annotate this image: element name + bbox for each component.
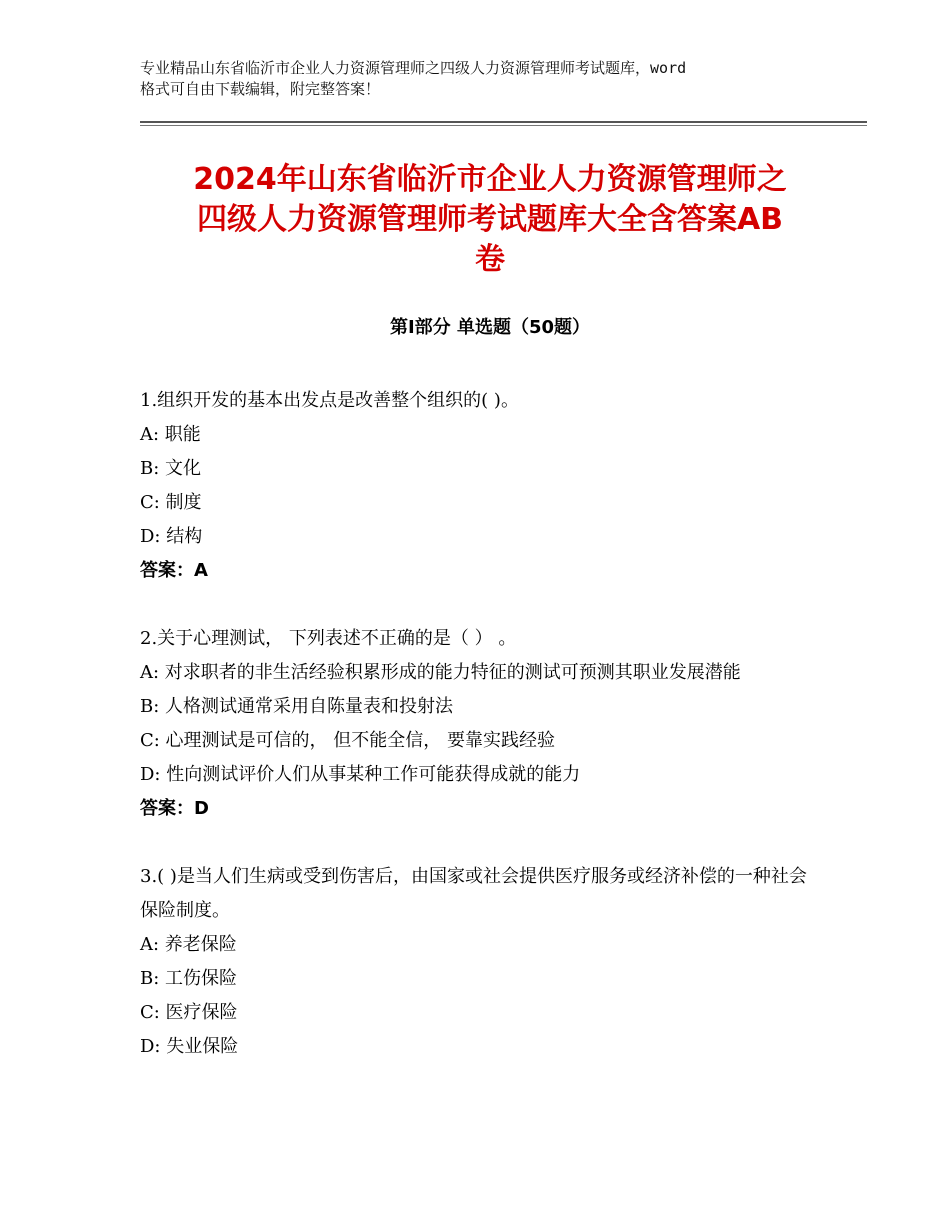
question-stem: 1.组织开发的基本出发点是改善整个组织的( )。 [140,390,519,411]
header-divider-thick [140,121,867,123]
option-c: C: 医疗保险 [140,1002,238,1023]
option-b: B: 工伤保险 [140,968,238,989]
option-d: D: 失业保险 [140,1036,239,1057]
document-title-line-1: 2024年山东省临沂市企业人力资源管理师之 [193,162,787,197]
document-title-line-3: 卷 [475,242,505,277]
document-title-line-2: 四级人力资源管理师考试题库大全含答案AB [196,202,784,237]
option-b: B: 文化 [140,458,202,479]
question-1 [140,384,810,588]
answer: 答案：D [140,798,209,819]
question-stem: 2.关于心理测试， 下列表述不正确的是（ ） 。 [140,628,517,649]
option-a: A: 职能 [140,424,201,445]
header-note-line-1: 专业精品山东省临沂市企业人力资源管理师之四级人力资源管理师考试题库，word [140,59,687,77]
option-c: C: 制度 [140,492,202,513]
option-a: A: 对求职者的非生活经验积累形成的能力特征的测试可预测其职业发展潜能 [140,662,741,683]
option-c: C: 心理测试是可信的， 但不能全信， 要靠实践经验 [140,730,555,751]
header-divider-thin [140,125,867,126]
header-note-line-2: 格式可自由下载编辑，附完整答案！ [140,80,381,98]
question-3 [140,860,810,1064]
question-2 [140,622,810,826]
answer: 答案：A [140,560,208,581]
section-heading: 第Ⅰ部分 单选题（50题） [389,317,590,338]
document-title [140,160,840,280]
option-d: D: 结构 [140,526,203,547]
option-d: D: 性向测试评价人们从事某种工作可能获得成就的能力 [140,764,581,785]
question-list [140,384,810,1098]
question-stem: 3.( )是当人们生病或受到伤害后，由国家或社会提供医疗服务或经济补偿的一种社会保险制度。 [140,866,807,921]
option-b: B: 人格测试通常采用自陈量表和投射法 [140,696,454,717]
header-note [140,58,830,100]
option-a: A: 养老保险 [140,934,237,955]
